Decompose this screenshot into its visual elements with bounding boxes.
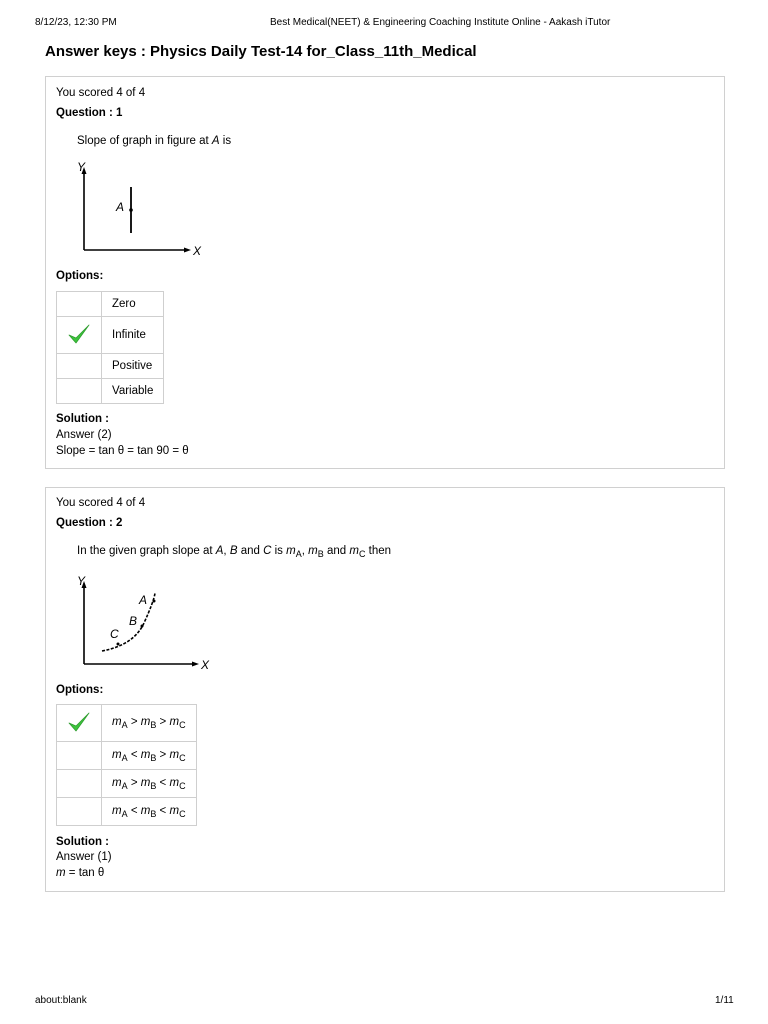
x-axis-arrow	[184, 248, 191, 253]
point-c-label: C	[110, 627, 119, 641]
option-text: $m_A > m_B < m_C$	[102, 770, 197, 798]
point-a	[153, 600, 156, 603]
print-site-title: Best Medical(NEET) & Engineering Coaching Institute Online - Aakash iTutor	[270, 17, 611, 28]
x-axis-label: X	[201, 658, 210, 671]
option-text: $m_A < m_B > m_C$	[102, 742, 197, 770]
solution-label: Solution :	[56, 413, 110, 425]
question-label: Question : 2	[56, 517, 123, 529]
question-card-1	[45, 76, 725, 469]
option-text: $m_A < m_B < m_C$	[102, 798, 197, 826]
option-row	[57, 379, 164, 404]
option-row-correct	[57, 705, 197, 742]
print-page-number: 1/11	[715, 995, 734, 1006]
graph-curve	[71, 571, 211, 671]
option-text: Positive	[102, 354, 164, 379]
print-datetime: 8/12/23, 12:30 PM	[35, 17, 117, 28]
graph-vertical-line	[71, 159, 211, 259]
option-marker	[57, 742, 102, 770]
option-row-correct	[57, 317, 164, 354]
option-text: Variable	[102, 379, 164, 404]
options-table	[56, 704, 197, 826]
question-label: Question : 1	[56, 107, 123, 119]
option-marker	[57, 705, 102, 742]
options-label: Options:	[56, 270, 104, 282]
page-title: Answer keys : Physics Daily Test-14 for_Class_11th_Medical	[45, 43, 477, 60]
point-a	[129, 208, 133, 212]
y-axis-label: Y	[77, 574, 86, 588]
option-marker	[57, 292, 102, 317]
question-stem: Slope of graph in figure at A is	[77, 135, 232, 147]
option-marker	[57, 798, 102, 826]
option-marker	[57, 317, 102, 354]
x-axis-arrow	[192, 662, 199, 667]
option-text: Zero	[102, 292, 164, 317]
point-c	[117, 643, 120, 646]
print-url: about:blank	[35, 995, 87, 1006]
option-marker	[57, 379, 102, 404]
solution-label: Solution :	[56, 836, 110, 848]
option-text: $m_A > m_B > m_C$	[102, 705, 197, 742]
check-icon	[67, 322, 91, 346]
point-b	[141, 625, 144, 628]
option-row	[57, 770, 197, 798]
solution-answer: Answer (1)	[56, 851, 112, 863]
options-table	[56, 291, 164, 404]
point-a-label: A	[116, 200, 125, 214]
solution-explanation: m = tan θ	[56, 867, 105, 879]
point-a-label: A	[139, 593, 148, 607]
question-card-2	[45, 487, 725, 892]
question-stem: In the given graph slope at A, B and C is $m_A$, $m_B$ and $m_C$ then	[77, 545, 392, 559]
option-row	[57, 798, 197, 826]
x-axis-label: X	[193, 244, 202, 258]
check-icon	[67, 710, 91, 734]
option-row	[57, 742, 197, 770]
option-marker	[57, 770, 102, 798]
option-marker	[57, 354, 102, 379]
options-label: Options:	[56, 684, 104, 696]
y-axis-label: Y	[77, 160, 86, 174]
score-text: You scored 4 of 4	[56, 497, 146, 509]
solution-answer: Answer (2)	[56, 429, 112, 441]
option-row	[57, 292, 164, 317]
score-text: You scored 4 of 4	[56, 87, 146, 99]
option-row	[57, 354, 164, 379]
solution-explanation: Slope = tan θ = tan 90 = θ	[56, 445, 189, 457]
point-b-label: B	[129, 614, 138, 628]
option-text: Infinite	[102, 317, 164, 354]
